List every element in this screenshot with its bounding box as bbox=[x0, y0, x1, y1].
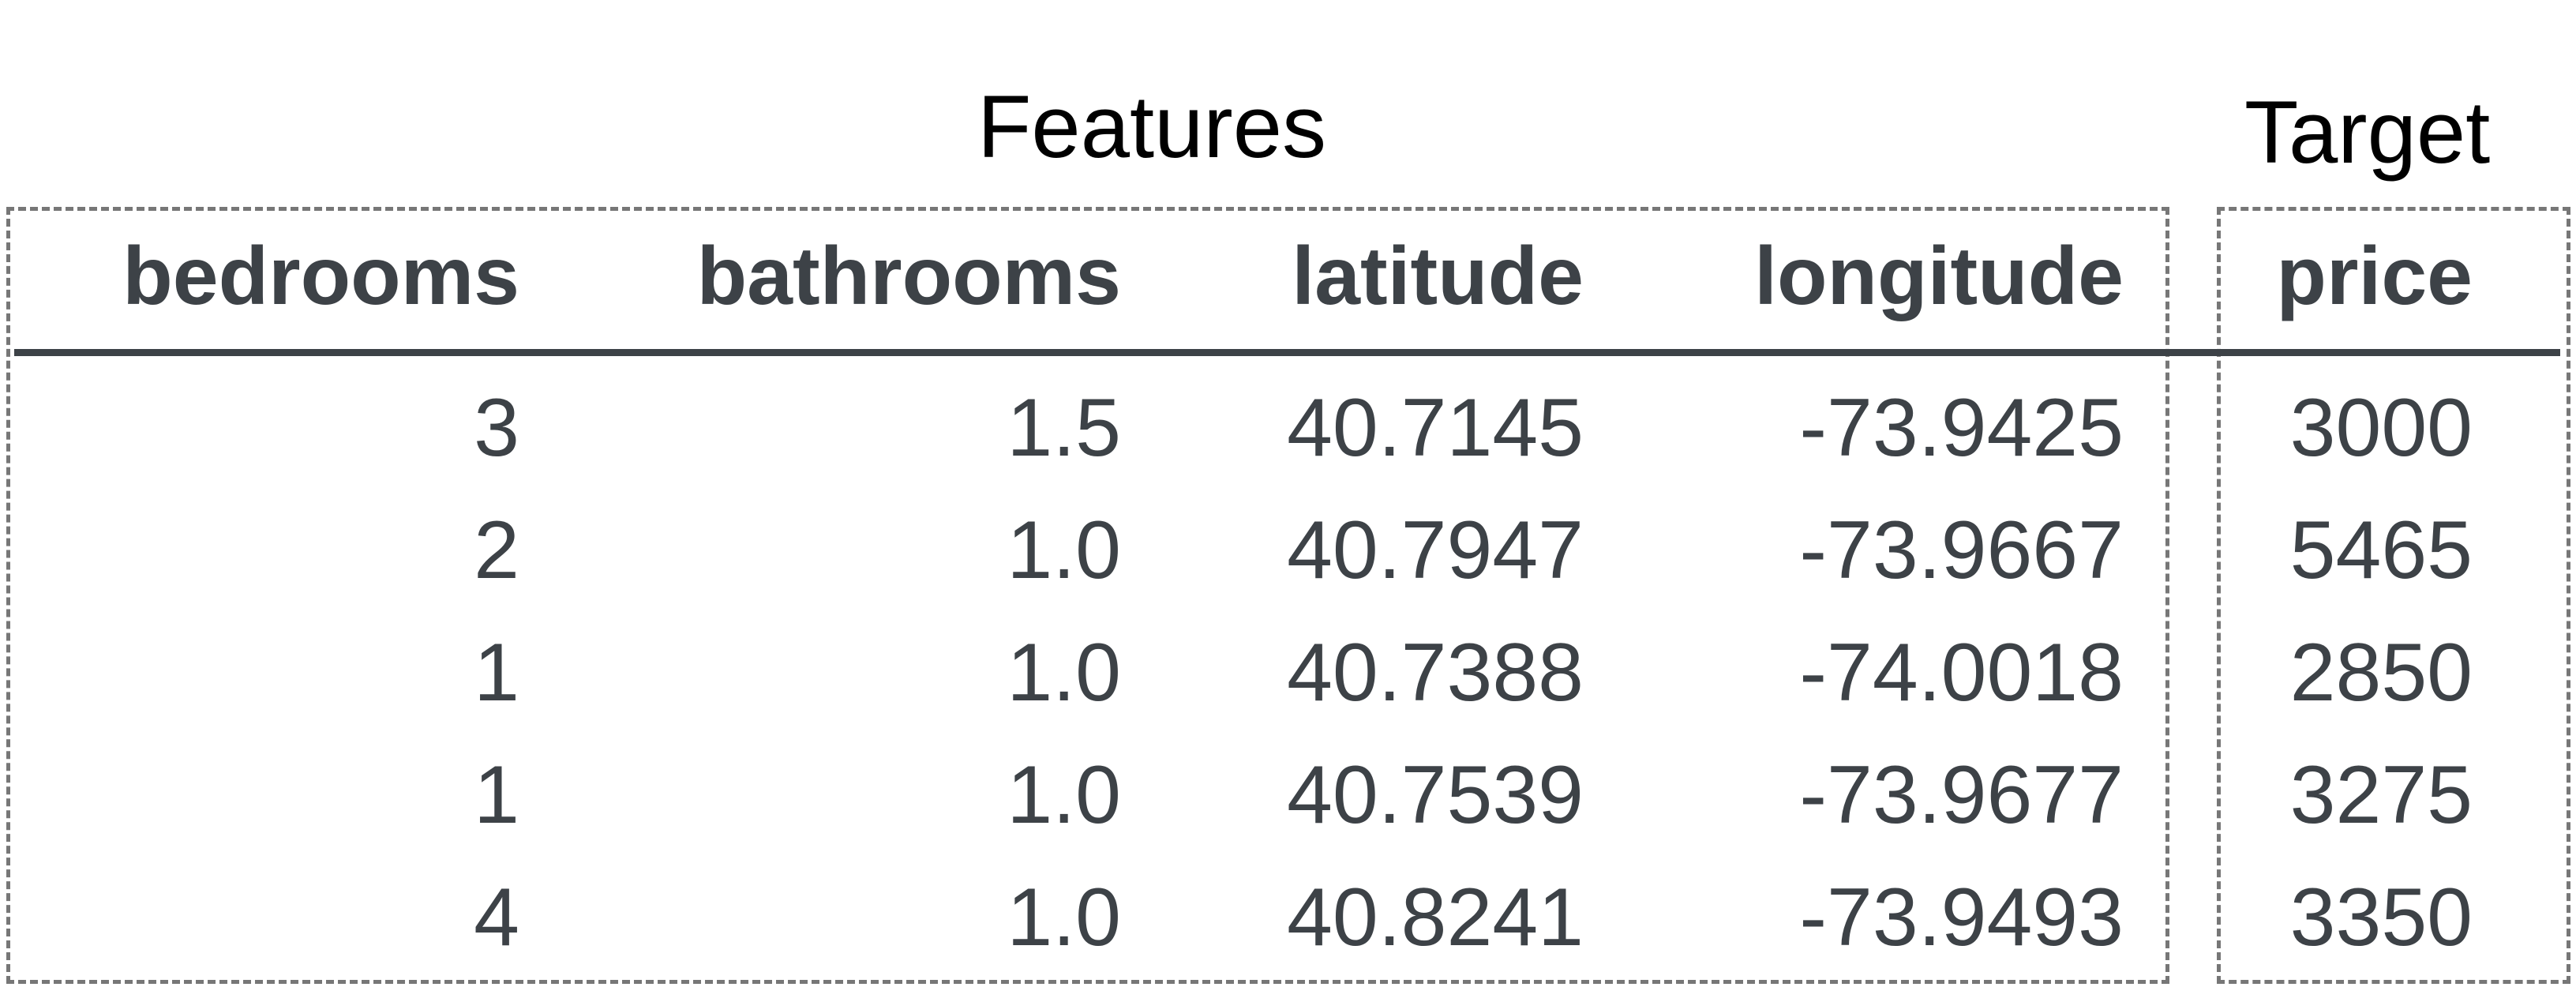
table-cell-latitude: 40.7388 bbox=[1287, 627, 1584, 719]
table-cell-bedrooms: 1 bbox=[474, 749, 519, 841]
column-header-price: price bbox=[2276, 231, 2473, 322]
table-cell-latitude: 40.7145 bbox=[1287, 382, 1584, 474]
features-label: Features bbox=[977, 77, 1326, 176]
table-cell-price: 2850 bbox=[2289, 627, 2473, 719]
table-cell-latitude: 40.8241 bbox=[1287, 872, 1584, 963]
table-cell-price: 3350 bbox=[2289, 872, 2473, 963]
table-cell-bedrooms: 2 bbox=[474, 505, 519, 596]
table-cell-longitude: -73.9493 bbox=[1799, 872, 2124, 963]
table-cell-longitude: -74.0018 bbox=[1799, 627, 2124, 719]
table-cell-bathrooms: 1.5 bbox=[1007, 382, 1121, 474]
header-rule bbox=[14, 349, 2560, 356]
table-cell-bathrooms: 1.0 bbox=[1007, 749, 1121, 841]
target-label: Target bbox=[2244, 83, 2491, 182]
table-cell-longitude: -73.9667 bbox=[1799, 505, 2124, 596]
column-header-bathrooms: bathrooms bbox=[696, 231, 1121, 322]
table-cell-bedrooms: 1 bbox=[474, 627, 519, 719]
column-header-bedrooms: bedrooms bbox=[122, 231, 519, 322]
table-cell-price: 5465 bbox=[2289, 505, 2473, 596]
table-cell-longitude: -73.9677 bbox=[1799, 749, 2124, 841]
table-cell-bedrooms: 3 bbox=[474, 382, 519, 474]
table-cell-bedrooms: 4 bbox=[474, 872, 519, 963]
column-header-latitude: latitude bbox=[1292, 231, 1584, 322]
table-cell-bathrooms: 1.0 bbox=[1007, 505, 1121, 596]
table-cell-latitude: 40.7947 bbox=[1287, 505, 1584, 596]
table-cell-latitude: 40.7539 bbox=[1287, 749, 1584, 841]
table-cell-price: 3275 bbox=[2289, 749, 2473, 841]
table-cell-bathrooms: 1.0 bbox=[1007, 872, 1121, 963]
column-header-longitude: longitude bbox=[1754, 231, 2124, 322]
table-cell-price: 3000 bbox=[2289, 382, 2473, 474]
table-cell-bathrooms: 1.0 bbox=[1007, 627, 1121, 719]
table-cell-longitude: -73.9425 bbox=[1799, 382, 2124, 474]
